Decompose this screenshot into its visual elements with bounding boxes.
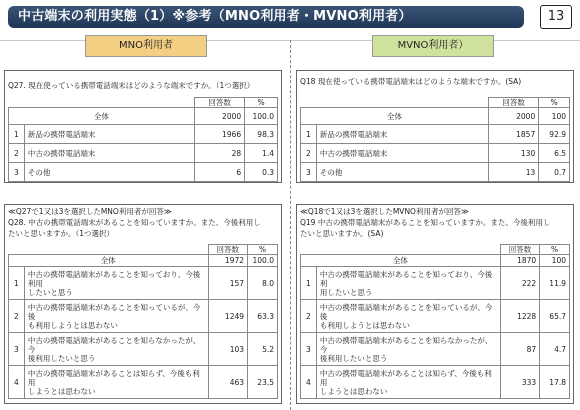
table-row xyxy=(301,366,570,399)
row-pct: 23.5 xyxy=(248,366,278,399)
row-count: 6 xyxy=(195,163,245,182)
row-pct: 63.3 xyxy=(248,300,278,333)
row-label: 中古の携帯電話端末があることを知っており、今後利用 したいと思う xyxy=(24,267,208,300)
row-pct: 17.8 xyxy=(540,366,570,399)
row-pct: 8.0 xyxy=(248,267,278,300)
row-number: 3 xyxy=(9,163,25,182)
count-header: 回答数 xyxy=(195,98,245,108)
row-label: その他 xyxy=(316,163,488,182)
row-pct: 4.7 xyxy=(540,333,570,366)
row-pct: 65.7 xyxy=(540,300,570,333)
row-pct: 11.9 xyxy=(540,267,570,300)
row-number: 2 xyxy=(9,300,25,333)
row-count: 1249 xyxy=(208,300,247,333)
row-number: 4 xyxy=(301,366,317,399)
row-count: 103 xyxy=(208,333,247,366)
row-count: 87 xyxy=(500,333,539,366)
total-label: 全体 xyxy=(9,108,195,125)
table-row xyxy=(301,333,570,366)
row-pct: 98.3 xyxy=(245,125,278,144)
q28-question-line2: たいと思いますか。（1つ選択） xyxy=(8,229,115,238)
table-row xyxy=(301,125,570,144)
total-row xyxy=(9,255,278,267)
table-row xyxy=(9,144,278,163)
q28-note: ≪Q27で1又は3を選択したMNO利用者が回答≫ xyxy=(8,207,172,216)
table-row xyxy=(9,163,278,182)
total-row xyxy=(301,108,570,125)
row-label: 新品の携帯電話端末 xyxy=(24,125,194,144)
total-label: 全体 xyxy=(301,255,501,267)
row-label: 中古の携帯電話端末があることを知っているが、今後 も利用しようとは思わない xyxy=(24,300,208,333)
table-header-row xyxy=(9,98,278,108)
row-count: 1228 xyxy=(500,300,539,333)
row-number: 2 xyxy=(301,144,317,163)
row-count: 1966 xyxy=(195,125,245,144)
q27-panel xyxy=(4,70,282,183)
row-count: 157 xyxy=(208,267,247,300)
pct-header: % xyxy=(245,98,278,108)
q19-question-line1: Q19 中古の携帯電話端末があることを知っていますか。また、今後利用し xyxy=(300,218,551,227)
row-count: 333 xyxy=(500,366,539,399)
row-label: 中古の携帯電話端末があることは知らず、今後も利用 しようとは思わない xyxy=(24,366,208,399)
row-label: 中古の携帯電話端末があることは知らず、今後も利用 しようとは思わない xyxy=(316,366,500,399)
total-pct: 100.0 xyxy=(245,108,278,125)
total-label: 全体 xyxy=(9,255,209,267)
row-label: 中古の携帯電話端末があることを知っており、今後利 用したいと思う xyxy=(316,267,500,300)
row-label: 中古の携帯電話端末があることを知らなかったが、今 後利用したいと思う xyxy=(316,333,500,366)
row-count: 1857 xyxy=(489,125,539,144)
row-pct: 6.5 xyxy=(539,144,570,163)
total-count: 1870 xyxy=(500,255,539,267)
q27-table xyxy=(8,97,278,182)
q28-panel xyxy=(4,204,282,404)
row-pct: 5.2 xyxy=(248,333,278,366)
q18-question: Q18 現在使っている携帯電話端末はどのような端末ですか。(SA) xyxy=(300,77,522,86)
q27-question: Q27. 現在使っている携帯電話端末はどのような端末ですか。（1つ選択） xyxy=(8,81,255,90)
total-row xyxy=(9,108,278,125)
row-number: 1 xyxy=(9,267,25,300)
total-label: 全体 xyxy=(301,108,489,125)
count-header: 回答数 xyxy=(500,245,539,255)
pct-header: % xyxy=(539,98,570,108)
table-row xyxy=(301,163,570,182)
count-header: 回答数 xyxy=(208,245,247,255)
mvno-label: MVNO利用者） xyxy=(372,35,494,57)
table-row xyxy=(9,300,278,333)
row-count: 13 xyxy=(489,163,539,182)
row-count: 130 xyxy=(489,144,539,163)
row-number: 4 xyxy=(9,366,25,399)
table-header-row xyxy=(301,245,570,255)
total-row xyxy=(301,255,570,267)
q28-table xyxy=(8,244,278,399)
table-row xyxy=(9,267,278,300)
table-header-row xyxy=(301,98,570,108)
row-number: 2 xyxy=(9,144,25,163)
row-number: 1 xyxy=(301,125,317,144)
row-label: 中古の携帯電話端末 xyxy=(24,144,194,163)
row-number: 3 xyxy=(301,333,317,366)
row-pct: 1.4 xyxy=(245,144,278,163)
row-number: 2 xyxy=(301,300,317,333)
pct-header: % xyxy=(540,245,570,255)
row-label: その他 xyxy=(24,163,194,182)
table-row xyxy=(9,366,278,399)
mno-label: MNO利用者 xyxy=(85,35,207,57)
row-number: 3 xyxy=(9,333,25,366)
q19-panel xyxy=(296,204,574,404)
row-label: 新品の携帯電話端末 xyxy=(316,125,488,144)
q18-panel xyxy=(296,70,574,183)
row-label: 中古の携帯電話端末 xyxy=(316,144,488,163)
row-label: 中古の携帯電話端末があることを知らなかったが、今 後利用したいと思う xyxy=(24,333,208,366)
table-header-row xyxy=(9,245,278,255)
table-row xyxy=(9,333,278,366)
table-row xyxy=(301,144,570,163)
q28-question-line1: Q28. 中古の携帯電話端末があることを知っていますか。また、今後利用し xyxy=(8,218,261,227)
row-number: 1 xyxy=(9,125,25,144)
total-pct: 100 xyxy=(539,108,570,125)
row-count: 463 xyxy=(208,366,247,399)
total-count: 1972 xyxy=(208,255,247,267)
total-pct: 100.0 xyxy=(248,255,278,267)
table-row xyxy=(301,267,570,300)
pct-header: % xyxy=(248,245,278,255)
q19-table xyxy=(300,244,570,399)
row-label: 中古の携帯電話端末があることを知っているが、今後 も利用しようとは思わない xyxy=(316,300,500,333)
table-row xyxy=(9,125,278,144)
row-count: 28 xyxy=(195,144,245,163)
total-pct: 100 xyxy=(540,255,570,267)
total-count: 2000 xyxy=(489,108,539,125)
count-header: 回答数 xyxy=(489,98,539,108)
total-count: 2000 xyxy=(195,108,245,125)
row-number: 3 xyxy=(301,163,317,182)
q19-question-line2: たいと思いますか。(SA) xyxy=(300,229,384,238)
page-number: 13 xyxy=(540,5,572,29)
row-pct: 0.7 xyxy=(539,163,570,182)
row-number: 1 xyxy=(301,267,317,300)
row-count: 222 xyxy=(500,267,539,300)
q19-note: ≪Q18で1又は3を選択したMVNO利用者が回答≫ xyxy=(300,207,469,216)
page-title: 中古端末の利用実態（1）※参考（MNO利用者・MVNO利用者） xyxy=(8,6,524,28)
q18-table xyxy=(300,97,570,182)
row-pct: 0.3 xyxy=(245,163,278,182)
table-row xyxy=(301,300,570,333)
row-pct: 92.9 xyxy=(539,125,570,144)
column-divider xyxy=(290,40,291,410)
